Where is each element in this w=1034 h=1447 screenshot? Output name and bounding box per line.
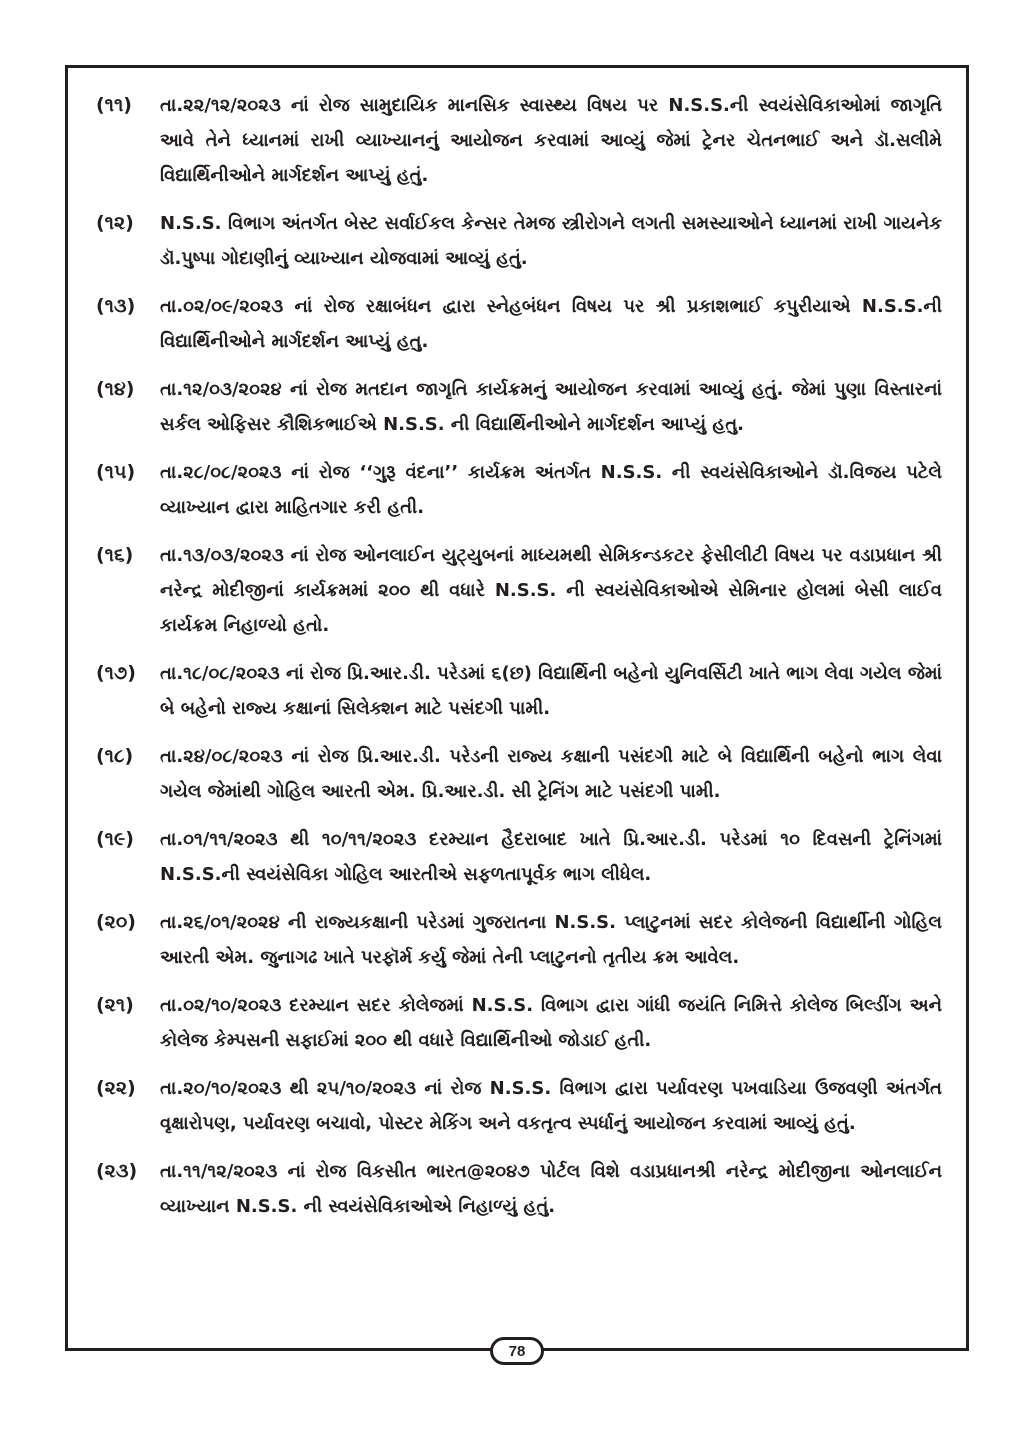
item-text: તા.૨૨/૧૨/૨૦૨૩ નાં રોજ સામુદાયિક માનસિક સ્વાસ્થ્ય વિષય પર N.S.S.ની સ્વયંસેવિકાઓમાં જાગૃતિ આવે તેને ધ્યાનમાં રાખી વ્યાખ્યાનનું આયોજન કરવામાં આવ્યું જેમાં ટ્રેનર ચેતનભાઈ અને ડૉ.સલીમે વિદ્યાર્થિનીઓને માર્ગદર્શન આપ્યું હતું. (160, 95, 942, 186)
list-item (96, 1071, 942, 1141)
item-text: તા.૨૬/૦૧/૨૦૨૪ ની રાજ્યકક્ષાની પરેડમાં ગુજરાતના N.S.S. પ્લાટુનમાં સદર કોલેજની વિદ્યાર્થીની ગોહિલ આરતી એમ. જુનાગઢ ખાતે પરફૉર્મ કર્યુ જેમાં તેની પ્લાટુનનો તૃતીય ક્રમ આવેલ. (160, 912, 942, 968)
item-number: (૧૩) (96, 295, 136, 317)
list-item (96, 988, 942, 1058)
item-text: તા.૧૩/૦૩/૨૦૨૩ નાં રોજ ઓનલાઈન યુટ્યુબનાં માધ્યમથી સેમિકન્ડકટર ફેસીલીટી વિષય પર વડાપ્રધાન શ્રી નરેન્દ્ર મોદીજીનાં કાર્યક્રમમાં ૨૦૦ થી વધારે N.S.S. ની સ્વયંસેવિકાઓએ સેમિનાર હોલમાં બેસી લાઈવ કાર્યક્રમ નિહાળ્યો હતો. (160, 545, 942, 636)
list-item (96, 538, 942, 643)
item-number: (૨૩) (96, 1160, 138, 1182)
list-item (96, 739, 942, 809)
list-item (96, 656, 942, 726)
item-text: તા.૨૪/૦૮/૨૦૨૩ નાં રોજ પ્રિ.આર.ડી. પરેડની રાજ્ય કક્ષાની પસંદગી માટે બે વિદ્યાર્થિની બહેનો ભાગ લેવા ગયેલ જેમાંથી ગોહિલ આરતી એમ. પ્રિ.આર.ડી. સી ટ્રેનિંગ માટે પસંદગી પામી. (160, 746, 942, 802)
page-number: 78 (490, 1337, 544, 1365)
list-item (96, 455, 942, 525)
list-item (96, 206, 942, 276)
item-number: (૧૪) (96, 378, 135, 400)
item-number: (૧૨) (96, 212, 134, 234)
item-text: તા.૦૧/૧૧/૨૦૨૩ થી ૧૦/૧૧/૨૦૨૩ દરમ્યાન હૈદરાબાદ ખાતે પ્રિ.આર.ડી. પરેડમાં ૧૦ દિવસની ટ્રેનિંગમાં N.S.S.ની સ્વયંસેવિકા ગોહિલ આરતીએ સફળતાપૂર્વક ભાગ લીધેલ. (160, 829, 942, 885)
item-text: તા.૧૮/૦૮/૨૦૨૩ નાં રોજ પ્રિ.આર.ડી. પરેડમાં ૬(છ) વિદ્યાર્થિની બહેનો યુનિવર્સિટી ખાતે ભાગ લેવા ગયેલ જેમાં બે બહેનો રાજ્ય કક્ષાનાં સિલેક્શન માટે પસંદગી પામી. (160, 663, 942, 719)
activity-list (96, 88, 942, 1237)
item-number: (૨૨) (96, 1077, 136, 1099)
item-number: (૨૧) (96, 994, 134, 1016)
list-item (96, 822, 942, 892)
item-text: N.S.S. વિભાગ અંતર્ગત બેસ્ટ સર્વાઈકલ કેન્સર તેમજ સ્ત્રીરોગને લગતી સમસ્યાઓને ધ્યાનમાં રાખી ગાયનેક ડૉ.પુષ્પા ગોદાણીનું વ્યાખ્યાન યોજવામાં આવ્યું હતું. (160, 213, 942, 269)
item-text: તા.૧૧/૧૨/૨૦૨૩ નાં રોજ વિકસીત ભારત@૨૦૪૭ પોર્ટલ વિશે વડાપ્રધાનશ્રી નરેન્દ્ર મોદીજીના ઓનલાઈન વ્યાખ્યાન N.S.S. ની સ્વયંસેવિકાઓએ નિહાળ્યું હતું. (160, 1161, 942, 1217)
item-number: (૧૯) (96, 828, 134, 850)
item-text: તા.૨૦/૧૦/૨૦૨૩ થી ૨૫/૧૦/૨૦૨૩ નાં રોજ N.S.S. વિભાગ દ્વારા પર્યાવરણ પખવાડિયા ઉજવણી અંતર્ગત વૃક્ષારોપણ, પર્યાવરણ બચાવો, પોસ્ટર મેકિંગ અને વકતૃત્વ સ્પર્ધાનું આયોજન કરવામાં આવ્યું હતું. (160, 1078, 942, 1134)
item-text: તા.૧૨/૦૩/૨૦૨૪ નાં રોજ મતદાન જાગૃતિ કાર્યક્રમનું આયોજન કરવામાં આવ્યું હતું. જેમાં પુણા વિસ્તારનાં સર્કલ ઓફિસર કૌશિકભાઈએ N.S.S. ની વિદ્યાર્થિનીઓને માર્ગદર્શન આપ્યું હતુ. (160, 379, 942, 435)
item-text: તા.૦૨/૦૯/૨૦૨૩ નાં રોજ રક્ષાબંધન દ્વારા સ્નેહબંધન વિષય પર શ્રી પ્રકાશભાઈ કપુરીયાએ N.S.S.ની વિદ્યાર્થિનીઓને માર્ગદર્શન આપ્યું હતુ. (160, 296, 942, 352)
list-item (96, 88, 942, 193)
item-text: તા.૨૮/૦૮/૨૦૨૩ નાં રોજ ‘‘ગુરૂ વંદના’’ કાર્યક્રમ અંતર્ગત N.S.S. ની સ્વયંસેવિકાઓને ડૉ.વિજય પટેલે વ્યાખ્યાન દ્વારા માહિતગાર કરી હતી. (160, 462, 942, 518)
item-number: (૧૬) (96, 544, 134, 566)
item-text: તા.૦૨/૧૦/૨૦૨૩ દરમ્યાન સદર કોલેજમાં N.S.S. વિભાગ દ્વારા ગાંધી જયંતિ નિમિત્તે કોલેજ બિલ્ડીંગ અને કોલેજ કેમ્પસની સફાઈમાં ૨૦૦ થી વધારે વિદ્યાર્થિનીઓ જોડાઈ હતી. (160, 995, 942, 1051)
item-number: (૧૫) (96, 461, 136, 483)
list-item (96, 1154, 942, 1224)
list-item (96, 289, 942, 359)
item-number: (૧૭) (96, 662, 136, 684)
list-item (96, 905, 942, 975)
item-number: (૨૦) (96, 911, 136, 933)
item-number: (૧૮) (96, 745, 134, 767)
item-number: (૧૧) (96, 94, 132, 116)
list-item (96, 372, 942, 442)
